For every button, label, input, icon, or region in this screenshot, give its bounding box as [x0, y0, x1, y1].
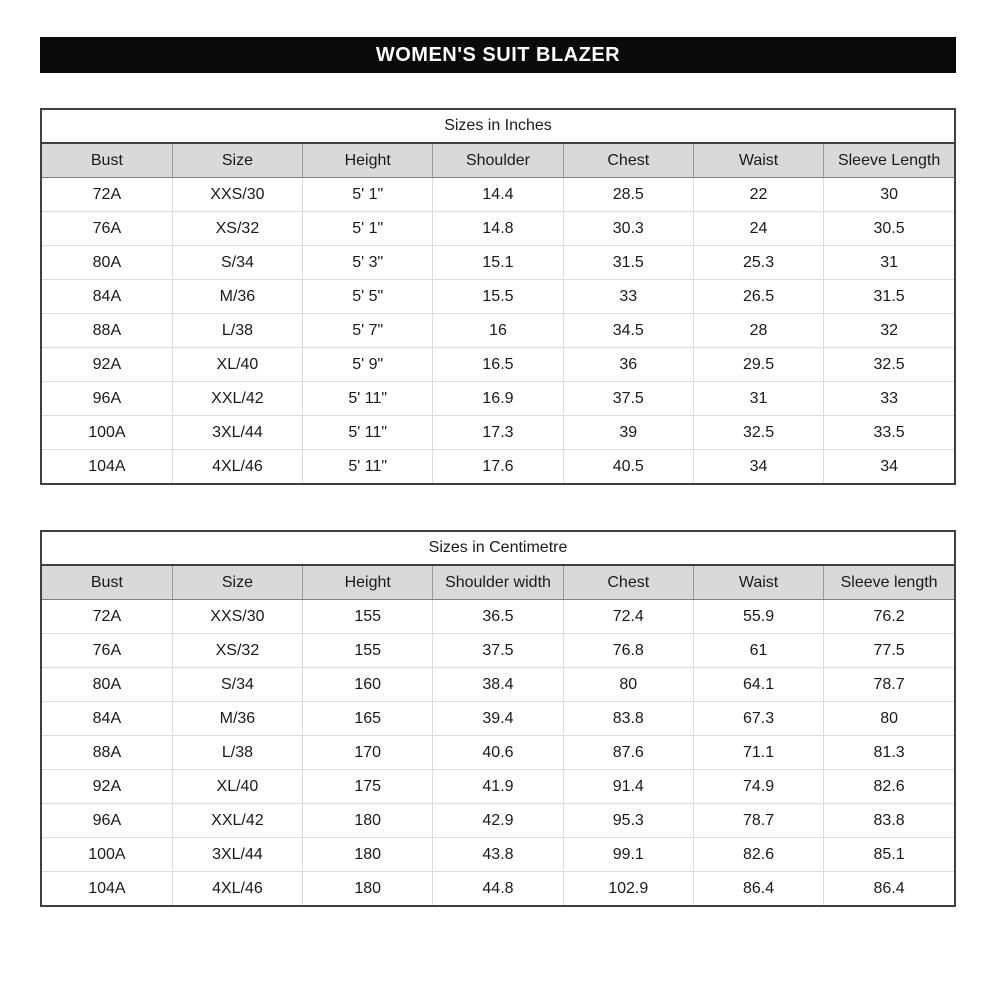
table-cell: 87.6	[563, 736, 693, 770]
table-cell: 32	[824, 314, 954, 348]
table-cell: XL/40	[172, 348, 302, 382]
table-cell: 96A	[42, 382, 172, 416]
table-cell: 71.1	[693, 736, 823, 770]
table-cell: 14.8	[433, 212, 563, 246]
table-cell: 86.4	[824, 872, 954, 906]
table-cell: 76A	[42, 634, 172, 668]
size-table-inches	[40, 108, 956, 485]
table-cell: S/34	[172, 668, 302, 702]
table-cell: 34	[824, 450, 954, 484]
table-cell: 24	[693, 212, 823, 246]
table-cell: 15.1	[433, 246, 563, 280]
table-cell: 77.5	[824, 634, 954, 668]
table-cell: 72A	[42, 178, 172, 212]
table-cell: 180	[303, 838, 433, 872]
table-title-centimetre: Sizes in Centimetre	[42, 532, 954, 566]
table-cell: 5' 3"	[303, 246, 433, 280]
column-header: Shoulder	[433, 144, 563, 178]
table-cell: 32.5	[824, 348, 954, 382]
table-cell: 88A	[42, 314, 172, 348]
table-cell: 38.4	[433, 668, 563, 702]
table-cell: 80A	[42, 246, 172, 280]
table-cell: 83.8	[824, 804, 954, 838]
table-cell: 31	[824, 246, 954, 280]
column-header: Waist	[693, 566, 823, 600]
table-cell: 104A	[42, 872, 172, 906]
table-cell: 67.3	[693, 702, 823, 736]
table-title-inches: Sizes in Inches	[42, 110, 954, 144]
table-row	[42, 416, 954, 450]
table-cell: M/36	[172, 702, 302, 736]
table-cell: 80	[563, 668, 693, 702]
table-row	[42, 770, 954, 804]
table-cell: 4XL/46	[172, 450, 302, 484]
table-cell: 82.6	[693, 838, 823, 872]
table-cell: 31.5	[824, 280, 954, 314]
table-cell: 55.9	[693, 600, 823, 634]
size-table-centimetre	[40, 530, 956, 907]
table-row	[42, 804, 954, 838]
table-cell: 180	[303, 804, 433, 838]
table-cell: 83.8	[563, 702, 693, 736]
table-row	[42, 382, 954, 416]
table-cell: 36	[563, 348, 693, 382]
table-cell: 3XL/44	[172, 838, 302, 872]
table-cell: 81.3	[824, 736, 954, 770]
table-cell: 30.5	[824, 212, 954, 246]
table-cell: 39	[563, 416, 693, 450]
page-title: WOMEN'S SUIT BLAZER	[40, 37, 956, 73]
table-cell: 43.8	[433, 838, 563, 872]
table-row	[42, 702, 954, 736]
table-cell: 160	[303, 668, 433, 702]
table-cell: 155	[303, 600, 433, 634]
table-cell: 42.9	[433, 804, 563, 838]
table-cell: 72A	[42, 600, 172, 634]
table-cell: L/38	[172, 314, 302, 348]
table-cell: 165	[303, 702, 433, 736]
table-cell: 86.4	[693, 872, 823, 906]
table-cell: 41.9	[433, 770, 563, 804]
table-row	[42, 600, 954, 634]
table-cell: 99.1	[563, 838, 693, 872]
table-cell: 104A	[42, 450, 172, 484]
table-cell: 30.3	[563, 212, 693, 246]
table-cell: 80A	[42, 668, 172, 702]
table-cell: 15.5	[433, 280, 563, 314]
table-cell: 92A	[42, 348, 172, 382]
table-cell: 5' 5"	[303, 280, 433, 314]
table-cell: 155	[303, 634, 433, 668]
column-header: Height	[303, 566, 433, 600]
table-cell: 5' 9"	[303, 348, 433, 382]
table-cell: 100A	[42, 416, 172, 450]
table-cell: 34	[693, 450, 823, 484]
table-cell: 3XL/44	[172, 416, 302, 450]
table-cell: 22	[693, 178, 823, 212]
table-cell: 5' 7"	[303, 314, 433, 348]
table-cell: XL/40	[172, 770, 302, 804]
table-cell: 33	[563, 280, 693, 314]
table-cell: 31.5	[563, 246, 693, 280]
table-row	[42, 348, 954, 382]
table-cell: 32.5	[693, 416, 823, 450]
table-cell: 26.5	[693, 280, 823, 314]
table-cell: 64.1	[693, 668, 823, 702]
table-cell: 92A	[42, 770, 172, 804]
column-header: Sleeve Length	[824, 144, 954, 178]
table-cell: 33.5	[824, 416, 954, 450]
table-cell: S/34	[172, 246, 302, 280]
table-cell: 16.5	[433, 348, 563, 382]
table-cell: 31	[693, 382, 823, 416]
table-row	[42, 634, 954, 668]
table-row	[42, 872, 954, 906]
table-cell: 37.5	[433, 634, 563, 668]
table-cell: 91.4	[563, 770, 693, 804]
table-row	[42, 246, 954, 280]
table-cell: 5' 1"	[303, 212, 433, 246]
table-cell: 76A	[42, 212, 172, 246]
column-header: Waist	[693, 144, 823, 178]
column-header: Size	[172, 144, 302, 178]
table-row	[42, 314, 954, 348]
table-cell: 180	[303, 872, 433, 906]
table-cell: 30	[824, 178, 954, 212]
table-cell: 170	[303, 736, 433, 770]
column-header: Chest	[563, 144, 693, 178]
table-row	[42, 736, 954, 770]
table-cell: 25.3	[693, 246, 823, 280]
table-cell: 78.7	[693, 804, 823, 838]
table-cell: 36.5	[433, 600, 563, 634]
column-header: Height	[303, 144, 433, 178]
table-cell: XS/32	[172, 634, 302, 668]
table-cell: 5' 11"	[303, 382, 433, 416]
table-cell: 84A	[42, 702, 172, 736]
table-cell: XXL/42	[172, 382, 302, 416]
column-header: Bust	[42, 144, 172, 178]
table-cell: 29.5	[693, 348, 823, 382]
table-cell: 17.3	[433, 416, 563, 450]
table-cell: 28.5	[563, 178, 693, 212]
table-cell: 76.8	[563, 634, 693, 668]
column-header: Shoulder width	[433, 566, 563, 600]
table-cell: 5' 11"	[303, 450, 433, 484]
table-cell: 61	[693, 634, 823, 668]
table-cell: 80	[824, 702, 954, 736]
table-cell: 76.2	[824, 600, 954, 634]
table-row	[42, 838, 954, 872]
header-row	[42, 144, 954, 178]
table-row	[42, 280, 954, 314]
table-cell: 95.3	[563, 804, 693, 838]
table-row	[42, 178, 954, 212]
table-cell: XXS/30	[172, 178, 302, 212]
table-cell: L/38	[172, 736, 302, 770]
table-cell: 40.5	[563, 450, 693, 484]
column-header: Bust	[42, 566, 172, 600]
table-row	[42, 668, 954, 702]
table-cell: 39.4	[433, 702, 563, 736]
table-cell: XXL/42	[172, 804, 302, 838]
table-cell: XXS/30	[172, 600, 302, 634]
size-table	[42, 144, 954, 483]
table-cell: M/36	[172, 280, 302, 314]
table-cell: 72.4	[563, 600, 693, 634]
table-cell: 78.7	[824, 668, 954, 702]
table-cell: 44.8	[433, 872, 563, 906]
table-cell: 14.4	[433, 178, 563, 212]
table-cell: 100A	[42, 838, 172, 872]
table-cell: 37.5	[563, 382, 693, 416]
table-cell: 34.5	[563, 314, 693, 348]
size-table	[42, 566, 954, 905]
table-cell: 88A	[42, 736, 172, 770]
table-cell: 17.6	[433, 450, 563, 484]
table-cell: 33	[824, 382, 954, 416]
table-row	[42, 450, 954, 484]
table-cell: 175	[303, 770, 433, 804]
table-cell: 5' 11"	[303, 416, 433, 450]
table-cell: XS/32	[172, 212, 302, 246]
table-cell: 28	[693, 314, 823, 348]
table-row	[42, 212, 954, 246]
column-header: Chest	[563, 566, 693, 600]
table-cell: 40.6	[433, 736, 563, 770]
header-row	[42, 566, 954, 600]
table-cell: 5' 1"	[303, 178, 433, 212]
table-cell: 16	[433, 314, 563, 348]
column-header: Size	[172, 566, 302, 600]
table-cell: 82.6	[824, 770, 954, 804]
column-header: Sleeve length	[824, 566, 954, 600]
table-cell: 4XL/46	[172, 872, 302, 906]
table-cell: 84A	[42, 280, 172, 314]
table-cell: 16.9	[433, 382, 563, 416]
table-cell: 85.1	[824, 838, 954, 872]
table-cell: 102.9	[563, 872, 693, 906]
table-cell: 74.9	[693, 770, 823, 804]
table-cell: 96A	[42, 804, 172, 838]
